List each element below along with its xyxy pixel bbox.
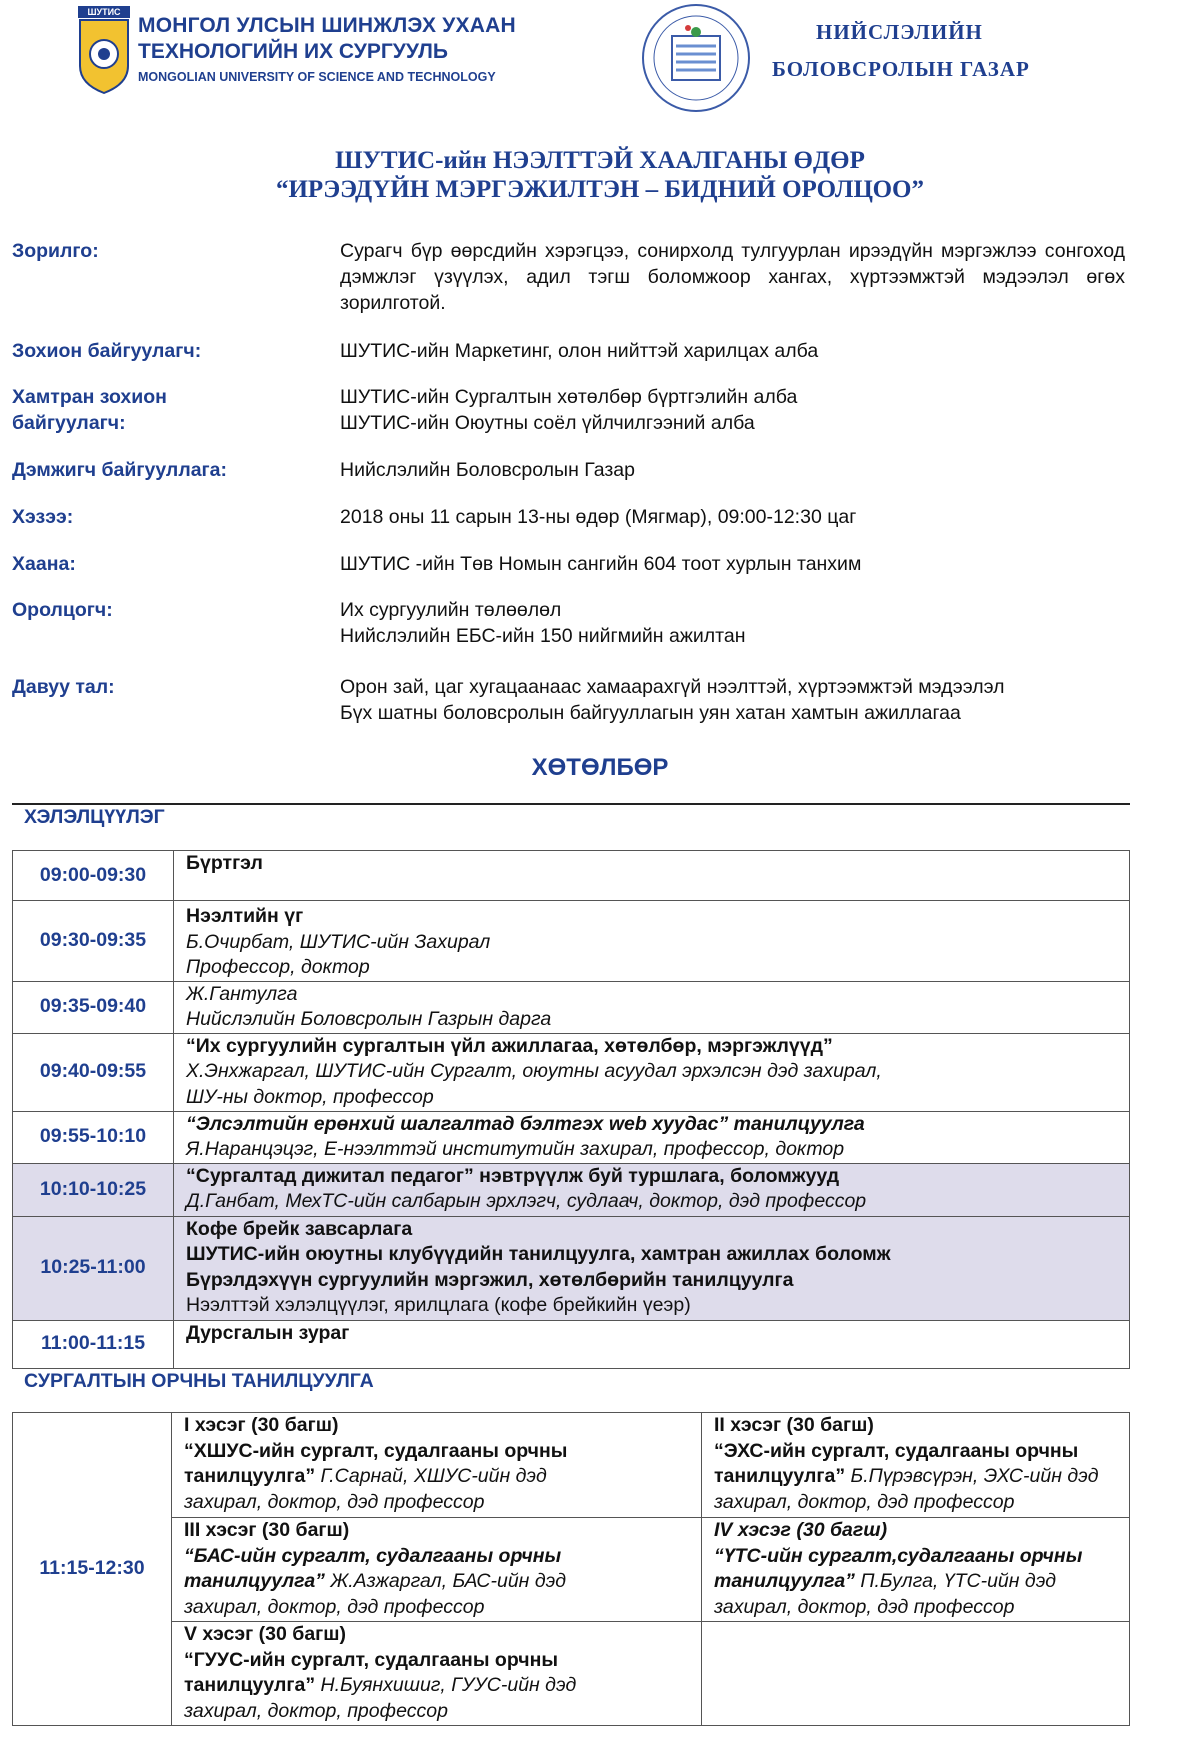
goal-label: Зорилго: [12, 240, 99, 262]
agenda-title: “Элсэлтийн ерөнхий шалгалтад бэлтгэх web хуудас” танилцуулга [186, 1112, 865, 1135]
supporter-label: Дэмжигч байгууллага: [12, 459, 228, 481]
session-heading: III хэсэг (30 багш) [184, 1519, 350, 1541]
participants-value-2: Нийслэлийн ЕБС-ийн 150 нийгмийн ажилтан [340, 625, 746, 647]
advantage-value-2: Бүх шатны боловсролын байгууллагын уян хатан хамтын ажиллагаа [340, 702, 961, 724]
agenda-cell [174, 1216, 1130, 1320]
department-name-line2: БОЛОВСРОЛЫН ГАЗАР [772, 57, 1030, 81]
section-title-discussion: ХЭЛЭЛЦҮҮЛЭГ [24, 806, 165, 828]
page-title: ШУТИС-ийн НЭЭЛТТЭЙ ХААЛГАНЫ ӨДӨР [335, 147, 865, 174]
coorganizer-label: Хамтран зохион байгуулагч: [12, 386, 167, 434]
program-title: ХӨТӨЛБӨР [531, 754, 669, 781]
agenda-speaker: Я.Наранцэцэг, Е-нээлттэй институтийн захирал, профессор, доктор [186, 1138, 845, 1160]
agenda-title: “Их сургуулийн сургалтын үйл ажиллагаа, хөтөлбөр, мэргэжлүүд” [186, 1034, 833, 1057]
session-presenter-title: захирал, доктор, дэд профессор [184, 1595, 485, 1618]
table-row [13, 1622, 1130, 1726]
organizer-value: ШУТИС-ийн Маркетинг, олон нийттэй харилцах алба [340, 340, 819, 362]
session-presenter: Б.Пүрэвсүрэн, ЭХС-ийн дэд [845, 1465, 1099, 1487]
agenda-title: Бүртгэл [186, 852, 263, 874]
session-presenter: Г.Сарнай, ХШУС-ийн дэд [315, 1465, 547, 1487]
agenda-speaker-title: Профессор, доктор [186, 956, 370, 978]
page-subtitle: “ИРЭЭДҮЙН МЭРГЭЖИЛТЭН – БИДНИЙ ОРОЛЦОО” [275, 176, 925, 203]
session-heading: II хэсэг (30 багш) [714, 1414, 874, 1436]
agenda-speaker-title: ШУ-ны доктор, профессор [186, 1085, 434, 1108]
session-topic-end: танилцуулга” [184, 1570, 325, 1592]
section-title-learning-environment: СУРГАЛТЫН ОРЧНЫ ТАНИЛЦУУЛГА [24, 1370, 374, 1392]
agenda-title: Кофе брейк завсарлага [186, 1217, 413, 1240]
session-topic: “БАС-ийн сургалт, судалгааны орчны [184, 1544, 562, 1567]
learning-environment-table [12, 1412, 1130, 1726]
participants-label: Оролцогч: [12, 599, 113, 621]
agenda-cell [174, 1111, 1130, 1163]
table-row [13, 981, 1130, 1033]
agenda-cell [174, 1033, 1130, 1111]
table-row [13, 901, 1130, 982]
when-value: 2018 оны 11 сарын 13-ны өдөр (Мягмар), 09:00-12:30 цаг [340, 506, 857, 528]
session-presenter: Ж.Азжаргал, БАС-ийн дэд [324, 1570, 566, 1592]
session-presenter-title: захирал, доктор, дэд профессор [714, 1490, 1015, 1513]
table-row [13, 1413, 1130, 1518]
table-row [13, 1163, 1130, 1216]
session-heading: I хэсэг (30 багш) [184, 1414, 339, 1436]
table-row [13, 1033, 1130, 1111]
time-cell: 11:15-12:30 [13, 1413, 172, 1726]
supporter-value: Нийслэлийн Боловсролын Газар [340, 459, 635, 481]
where-value: ШУТИС -ийн Төв Номын сангийн 604 тоот хурлын танхим [340, 553, 862, 575]
time-cell: 09:35-09:40 [13, 981, 174, 1033]
session-presenter: Н.Буянхишиг, ГУУС-ийн дэд [315, 1674, 577, 1696]
university-name-line1: МОНГОЛ УЛСЫН ШИНЖЛЭХ УХААН [138, 14, 516, 37]
agenda-cell [174, 981, 1130, 1033]
agenda-speaker: Х.Энхжаргал, ШУТИС-ийн Сургалт, оюутны асуудал эрхэлсэн дэд захирал, [186, 1060, 882, 1082]
agenda-speaker-title: Нийслэлийн Боловсролын Газрын дарга [186, 1008, 552, 1030]
empty-cell [702, 1622, 1130, 1726]
agenda-speaker: Ж.Гантулга [186, 982, 298, 1005]
where-label: Хаана: [12, 553, 76, 575]
time-cell: 09:40-09:55 [13, 1033, 174, 1111]
session-cell [172, 1413, 702, 1518]
session-topic: “ГУУС-ийн сургалт, судалгааны орчны [184, 1648, 558, 1671]
logo-abbr: ШУТИС [87, 7, 121, 17]
agenda-cell [174, 1163, 1130, 1216]
session-topic: “ҮТС-ийн сургалт,судалгааны орчны [714, 1544, 1083, 1567]
education-department-seal [640, 2, 752, 114]
advantage-label: Давуу тал: [12, 676, 115, 698]
table-row [13, 851, 1130, 901]
agenda-cell [174, 901, 1130, 982]
organizer-label: Зохион байгуулагч: [12, 340, 202, 362]
agenda-cell [174, 851, 1130, 901]
time-cell: 09:55-10:10 [13, 1111, 174, 1163]
table-row [13, 1518, 1130, 1622]
agenda-title: Дурсгалын зураг [186, 1321, 350, 1344]
session-cell [702, 1413, 1130, 1518]
time-cell: 09:00-09:30 [13, 851, 174, 901]
session-cell [172, 1518, 702, 1622]
agenda-item: ШУТИС-ийн оюутны клубүүдийн танилцуулга, хамтран ажиллах боломж [186, 1243, 891, 1265]
agenda-note: Нээлттэй хэлэлцүүлэг, ярилцлага (кофе брейкийн үеэр) [186, 1294, 691, 1316]
session-heading: IV хэсэг (30 багш) [714, 1519, 888, 1541]
session-cell [702, 1518, 1130, 1622]
agenda-item: Бүрэлдэхүүн сургуулийн мэргэжил, хөтөлбөрийн танилцуулга [186, 1268, 794, 1291]
coorganizer-value-1: ШУТИС-ийн Сургалтын хөтөлбөр бүртгэлийн алба [340, 386, 798, 408]
session-heading: V хэсэг (30 багш) [184, 1623, 347, 1645]
session-topic: “ХШУС-ийн сургалт, судалгааны орчны [184, 1439, 568, 1462]
table-row [13, 1320, 1130, 1368]
session-topic-end: танилцуулга” [714, 1570, 855, 1592]
session-presenter: П.Булга, ҮТС-ийн дэд [854, 1570, 1057, 1592]
agenda-speaker: Д.Ганбат, МехТС-ийн салбарын эрхлэгч, судлаач, доктор, дэд профессор [186, 1190, 867, 1212]
section-divider [12, 803, 1130, 805]
schedule-table [12, 850, 1130, 1369]
time-cell: 09:30-09:35 [13, 901, 174, 982]
time-cell: 11:00-11:15 [13, 1320, 174, 1368]
session-topic: “ЭХС-ийн сургалт, судалгааны орчны [714, 1439, 1079, 1462]
session-presenter-title: захирал, доктор, дэд профессор [714, 1595, 1015, 1618]
session-topic-end: танилцуулга” [714, 1465, 846, 1487]
goal-value: Сурагч бүр өөрсдийн хэрэгцээ, сонирхолд тулгуурлан ирээдүйн мэргэжлээ сонгоход дэмжлэг үзүүлэх, адил тэгш боломжоор хангах, хүртээмжтэй мэдээлэл өгөх зорилготой. [340, 240, 1125, 314]
when-label: Хэзээ: [12, 506, 74, 528]
time-cell: 10:25-11:00 [13, 1216, 174, 1320]
session-presenter-title: захирал, доктор, дэд профессор [184, 1490, 485, 1513]
advantage-value-1: Орон зай, цаг хугацаанаас хамаарахгүй нээлттэй, хүртээмжтэй мэдээлэл [340, 676, 1005, 698]
participants-value-1: Их сургуулийн төлөөлөл [340, 599, 562, 621]
university-name-en: MONGOLIAN UNIVERSITY OF SCIENCE AND TECHNOLOGY [138, 70, 496, 84]
department-name-line1: НИЙСЛЭЛИЙН [816, 20, 983, 44]
table-row [13, 1111, 1130, 1163]
university-name-line2: ТЕХНОЛОГИЙН ИХ СУРГУУЛЬ [138, 40, 448, 63]
session-topic-end: танилцуулга” [184, 1674, 316, 1696]
session-cell [172, 1622, 702, 1726]
time-cell: 10:10-10:25 [13, 1163, 174, 1216]
university-logo [78, 6, 130, 94]
session-presenter-title: захирал, доктор, профессор [184, 1699, 448, 1722]
session-topic-end: танилцуулга” [184, 1465, 316, 1487]
coorganizer-value-2: ШУТИС-ийн Оюутны соёл үйлчилгээний алба [340, 412, 755, 434]
agenda-cell [174, 1320, 1130, 1368]
agenda-title: “Сургалтад дижитал педагог” нэвтрүүлж буй туршлага, боломжууд [186, 1164, 840, 1187]
agenda-speaker: Б.Очирбат, ШУТИС-ийн Захирал [186, 930, 491, 953]
table-row [13, 1216, 1130, 1320]
agenda-title: Нээлтийн үг [186, 905, 304, 927]
